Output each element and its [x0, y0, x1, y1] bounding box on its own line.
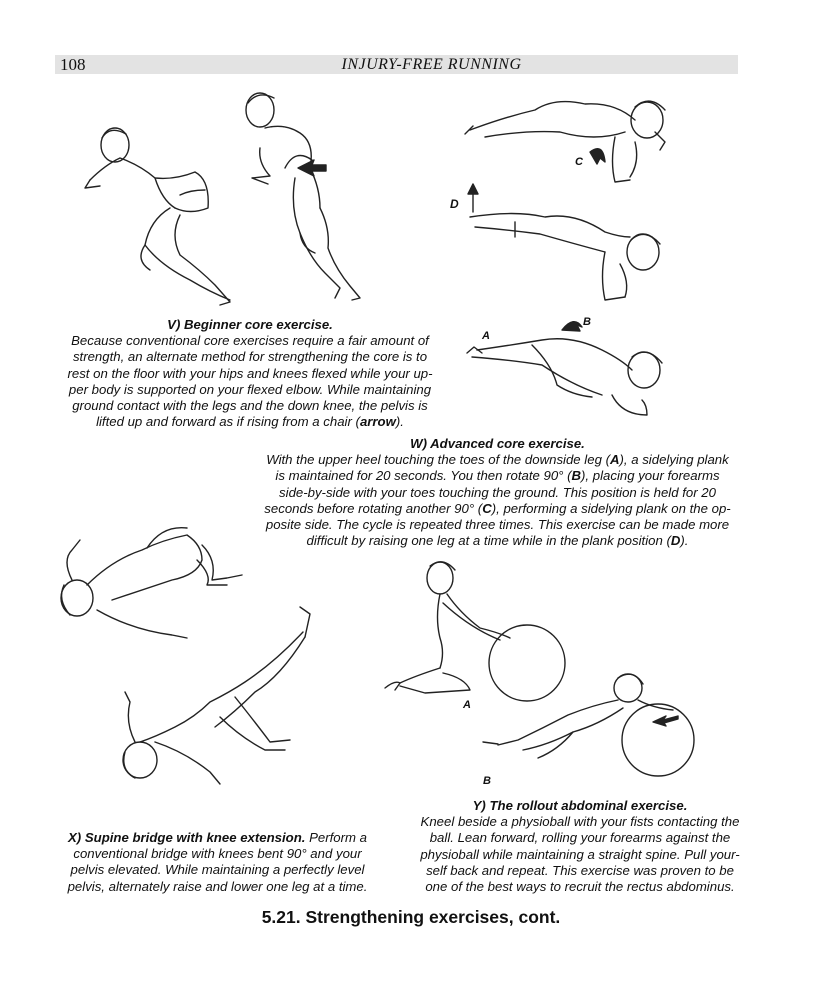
caption-y-line: Kneel beside a physioball with your fists contacting the: [420, 814, 740, 830]
illustration-advanced-core-c: [465, 92, 685, 192]
caption-w-bold: A: [609, 452, 620, 468]
caption-v-title: V) Beginner core exercise.: [167, 317, 333, 332]
caption-supine-bridge: [40, 830, 395, 895]
label-w-d: D: [450, 197, 459, 211]
caption-v-line: Because conventional core exercises require a fair amount of: [71, 333, 429, 349]
caption-w-text: seconds before rotating another 90° (: [264, 500, 483, 516]
caption-v-line: ground contact with the legs and the down knee, the pelvis is: [72, 398, 428, 414]
caption-y-line: physioball while maintaining a straight spine. Pull your-: [420, 846, 740, 862]
caption-x-title: X) Supine bridge with knee extension.: [68, 830, 306, 845]
illustration-supine-knee-extension: [115, 602, 325, 792]
caption-w-text: ), a sidelying plank: [619, 452, 729, 468]
caption-w-text: is maintained for 20 seconds. You then rotate 90° (: [275, 468, 572, 484]
caption-rollout: [395, 798, 765, 895]
caption-w-text: ).: [680, 533, 689, 549]
label-w-b: B: [583, 316, 591, 328]
caption-x-line: conventional bridge with knees bent 90° and your: [73, 846, 362, 862]
page-number: 108: [60, 55, 86, 74]
caption-v-line: rest on the floor with your hips and knees flexed while your up-: [67, 365, 433, 381]
running-title: INJURY-FREE RUNNING: [341, 56, 522, 73]
caption-w-line: posite side. The cycle is repeated three times. This exercise can be made more: [265, 517, 730, 533]
caption-y-title: Y) The rollout abdominal exercise.: [472, 798, 688, 813]
caption-y-line: ball. Lean forward, rolling your forearms against the: [429, 830, 731, 846]
caption-x-text: Perform a: [305, 830, 367, 845]
caption-x-line: pelvis, alternately raise and lower one leg at a time.: [67, 878, 368, 894]
caption-beginner-core: [40, 317, 460, 430]
label-w-c: C: [575, 156, 583, 168]
caption-x-line: pelvis elevated. While maintaining a perfectly level: [70, 862, 365, 878]
caption-w-bold: B: [571, 468, 582, 484]
illustration-rollout-b: [478, 670, 718, 780]
caption-w-title: W) Advanced core exercise.: [410, 436, 585, 451]
caption-v-bold: arrow: [359, 414, 396, 430]
caption-w-text: difficult by raising one leg at a time while in the plank position (: [306, 533, 671, 549]
caption-v-text: ).: [395, 414, 404, 430]
illustration-beginner-core-start: [80, 120, 250, 310]
caption-w-bold: C: [482, 500, 492, 516]
label-w-a: A: [482, 330, 490, 342]
caption-w-line: side-by-side with your toes touching the ground. This position is held for 20: [279, 484, 716, 500]
caption-y-line: self back and repeat. This exercise was proven to be: [426, 862, 734, 878]
label-y-a: A: [463, 699, 471, 711]
caption-y-line: one of the best ways to recruit the rectus abdominus.: [425, 879, 735, 895]
caption-w-text: With the upper heel touching the toes of the downside leg (: [266, 452, 610, 468]
caption-v-text: lifted up and forward as if rising from a chair (: [96, 414, 360, 430]
illustration-advanced-core-b: [462, 315, 682, 425]
caption-w-text: ), placing your forearms: [581, 468, 720, 484]
caption-advanced-core: [240, 436, 755, 549]
caption-v-line: strength, an alternate method for strengthening the core is to: [72, 349, 428, 365]
figure-caption: 5.21. Strengthening exercises, cont.: [261, 907, 561, 927]
caption-w-bold: D: [670, 533, 681, 549]
caption-v-line: per body is supported on your flexed elbow. While maintaining: [68, 381, 432, 397]
caption-w-text: ), performing a sidelying plank on the op-: [491, 500, 731, 516]
label-y-b: B: [483, 775, 491, 787]
illustration-advanced-core-d: [455, 182, 675, 312]
illustration-beginner-core-lifted: [240, 88, 370, 303]
